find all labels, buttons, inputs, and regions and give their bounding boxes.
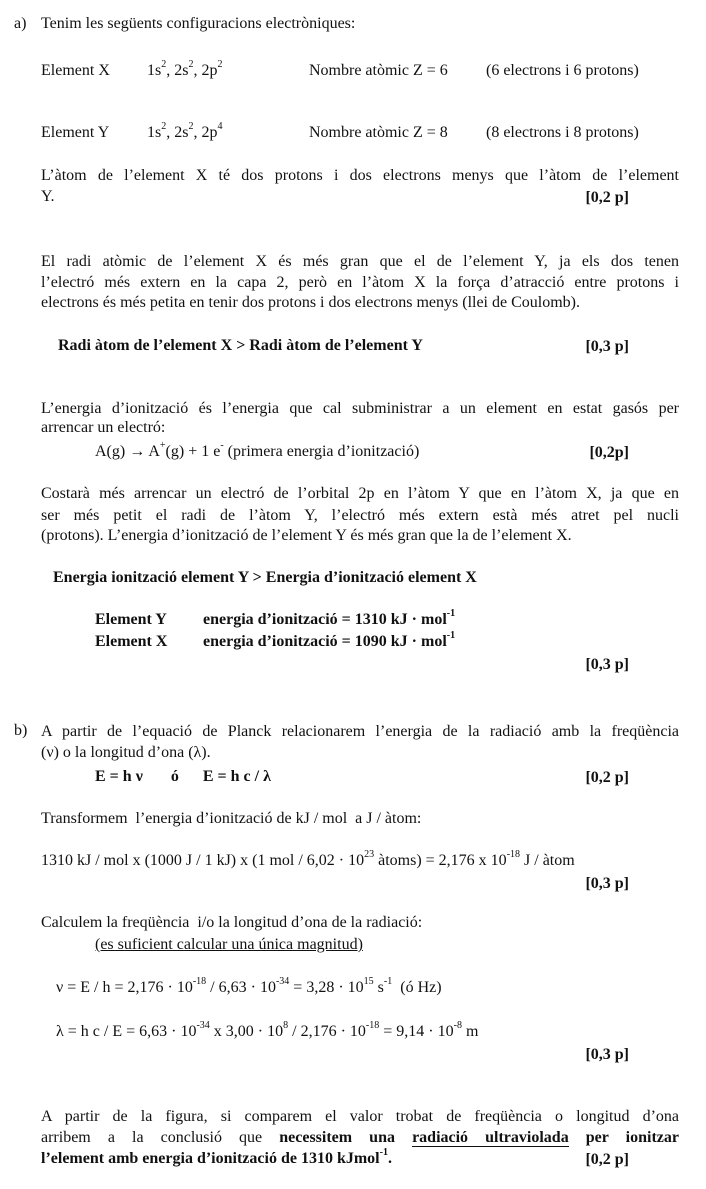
paragraph-line: arrencar un electró:	[41, 419, 166, 436]
conclusion-line: arribem a la conclusió que necessitem una radiació ultraviolada per ionitzar	[41, 1129, 679, 1146]
score-label: [0,2 p]	[585, 1151, 629, 1168]
frequency-equation: $\nu = E / h = 2,176 \cdot 10^{-18} / 6,63 \cdot 10^{-34} = 3,28 \cdot 10^{15}$ $s^{-1}$ (ó Hz)	[56, 976, 442, 996]
paragraph-line: Costarà més arrencar un electró de l’orbital 2p en l’àtom Y que en l’àtom X, ja que en	[41, 485, 679, 502]
conclusion-line: l’element amb energia d’ionització de 1310 kJmol$^{-1}$.	[41, 1147, 392, 1167]
element-x-atomic-number: Nombre atòmic Z = 6	[309, 62, 448, 79]
paragraph-line: Y.	[41, 188, 55, 205]
element-y-config: $1s^2$, $2s^2$, $2p^4$	[147, 121, 223, 141]
unit-conversion: 1310 kJ / mol x (1000 J / 1 kJ) x (1 mol / $6,02 \cdot 10^{23}$ àtoms) = 2,176 x $10^{-18}$ J / àtom	[41, 849, 575, 869]
paragraph-line: (protons). L’energia d’ionització de l’element Y és més gran que la de l’element X.	[41, 527, 572, 544]
part-b-label: b)	[14, 722, 28, 739]
ionization-equation: A(g) → A+(g) + 1 e- (primera energia d’ionització)	[95, 440, 420, 460]
paragraph-line: El radi atòmic de l’element X és més gran que el de l’element Y, ja els dos tenen	[41, 253, 679, 270]
paragraph-line: A partir de l’equació de Planck relacionarem l’energia de la radiació amb la freqüència	[41, 723, 679, 740]
radius-comparison: Radi àtom de l’element X > Radi àtom de l’element Y	[58, 337, 423, 354]
wavelength-equation: λ = h $c / E = 6,63 \cdot 10^{-34}$ x $3,00 \cdot 10^8 / 2,176 \cdot 10^{-18} = 9,14 \cdot 10^{-8}$ m	[56, 1020, 479, 1040]
element-y-ionization-energy: energia d’ionització = 1310 kJ · mol$^{-1}$	[203, 608, 456, 628]
planck-equation: E = h ν ó E = h c / λ	[95, 768, 271, 785]
element-y-label: Element Y	[95, 611, 167, 628]
calculate-text: Calculem la freqüència i/o la longitud d’ona de la radiació:	[41, 914, 423, 931]
score-label: [0,2 p]	[585, 189, 629, 206]
element-y-particles: (8 electrons i 8 protons)	[486, 124, 639, 141]
paragraph-line: (ν) o la longitud d’ona (λ).	[41, 744, 211, 761]
paragraph-line: A partir de la figura, si comparem el valor trobat de freqüència o longitud d’ona	[41, 1108, 679, 1125]
element-y-atomic-number: Nombre atòmic Z = 8	[309, 124, 448, 141]
score-label: [0,3 p]	[585, 1046, 629, 1063]
paragraph-line: l’electró més extern en la capa 2, però en l’àtom X la força d’atracció entre protons i	[41, 274, 679, 291]
note-text: (es suficient calcular una única magnitud)	[95, 936, 363, 953]
paragraph-line: electrons és més petita en tenir dos protons i dos electrons menys (llei de Coulomb).	[41, 294, 580, 311]
element-y-label: Element Y	[41, 124, 110, 141]
element-x-label: Element X	[41, 62, 110, 79]
paragraph-line: L’energia d’ionització és l’energia que cal subministrar a un element en estat gasós per	[41, 400, 679, 417]
score-label: [0,3 p]	[585, 338, 629, 355]
part-a-label: a)	[14, 15, 27, 32]
score-label: [0,2p]	[589, 444, 629, 461]
intro-text: Tenim les següents configuracions electròniques:	[41, 15, 356, 32]
score-label: [0,3 p]	[585, 656, 629, 673]
element-x-ionization-energy: energia d’ionització = 1090 kJ · mol$^{-1}$	[203, 630, 456, 650]
transform-text: Transformem l’energia d’ionització de kJ / mol a J / àtom:	[41, 810, 422, 827]
element-x-particles: (6 electrons i 6 protons)	[486, 62, 639, 79]
score-label: [0,3 p]	[585, 875, 629, 892]
score-label: [0,2 p]	[585, 769, 629, 786]
element-x-label: Element X	[95, 633, 168, 650]
ionization-comparison: Energia ionització element Y > Energia d’ionització element X	[53, 569, 477, 586]
paragraph-line: ser més petit el radi de l’àtom Y, l’electró més extern està més atret pel nucli	[41, 507, 679, 524]
element-x-config: $1s^2$, $2s^2$, $2p^2$	[147, 59, 223, 79]
paragraph-line: L’àtom de l’element X té dos protons i dos electrons menys que l’àtom de l’element	[41, 167, 679, 184]
